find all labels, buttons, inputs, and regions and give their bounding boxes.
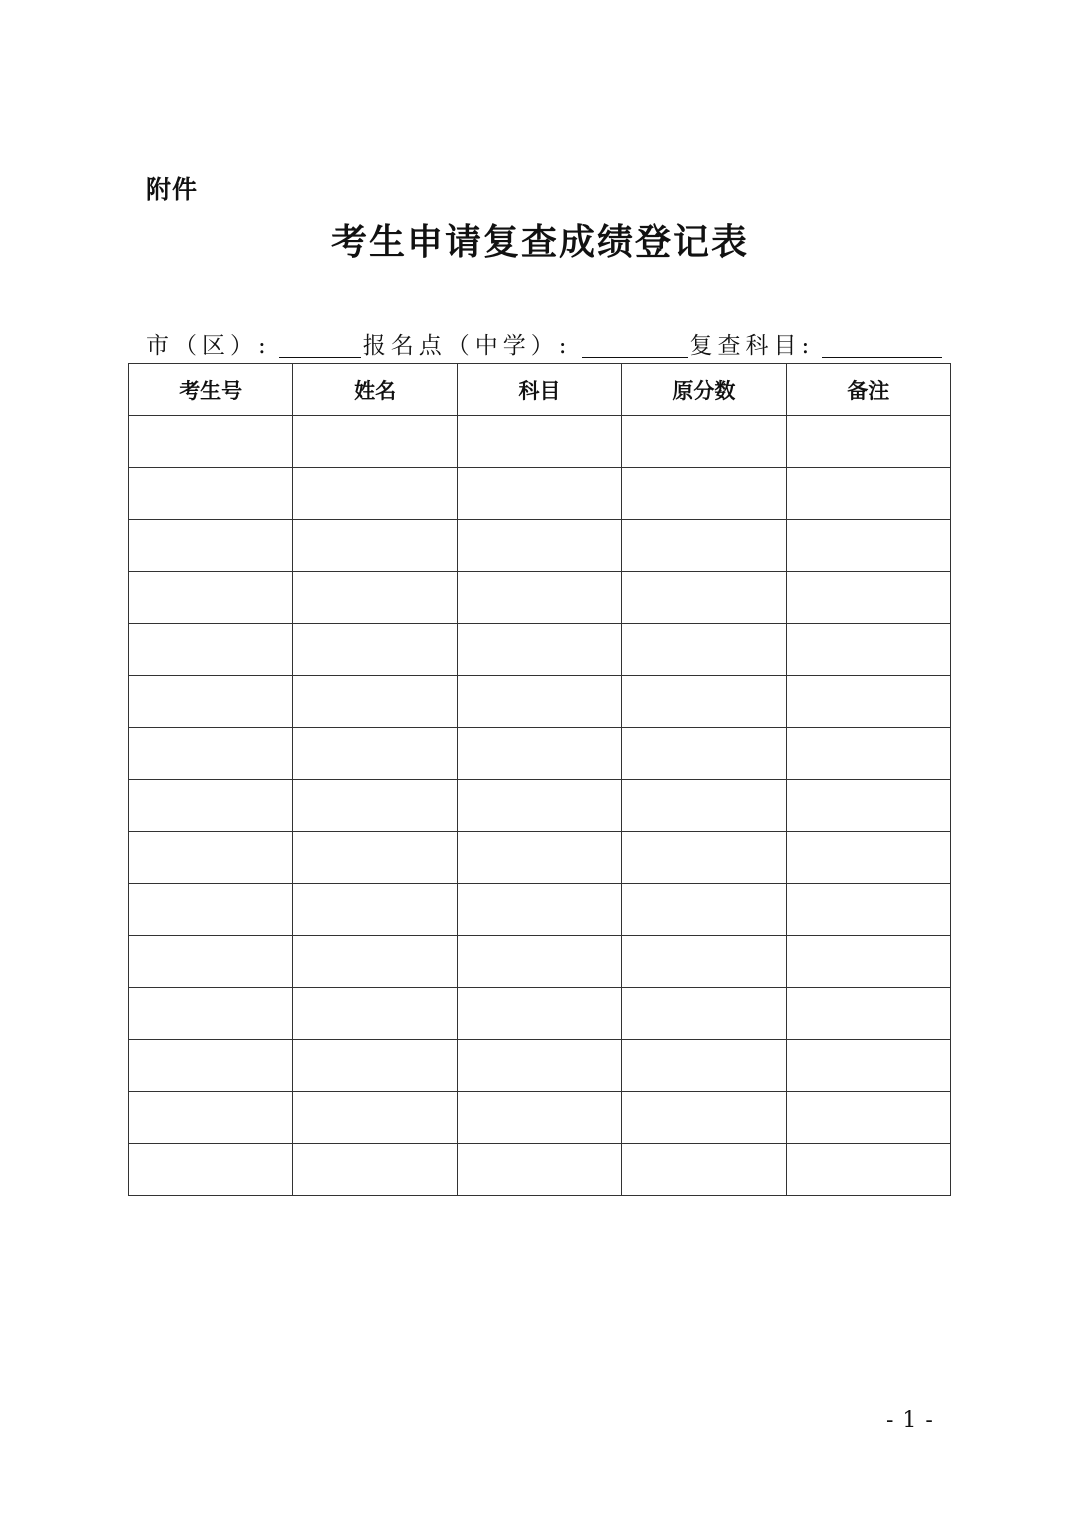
table-cell[interactable] <box>129 676 293 728</box>
table-cell[interactable] <box>457 1144 621 1196</box>
table-cell[interactable] <box>786 676 950 728</box>
table-cell[interactable] <box>622 988 786 1040</box>
table-cell[interactable] <box>129 624 293 676</box>
table-cell[interactable] <box>457 936 621 988</box>
table-row <box>129 780 951 832</box>
table-row <box>129 416 951 468</box>
subject-blank-field[interactable] <box>822 331 942 358</box>
city-blank-field[interactable] <box>279 331 361 358</box>
table-row <box>129 832 951 884</box>
table-cell[interactable] <box>293 884 457 936</box>
table-cell[interactable] <box>786 1092 950 1144</box>
table-row <box>129 728 951 780</box>
page-title: 考生申请复查成绩登记表 <box>330 221 749 263</box>
table-cell[interactable] <box>457 572 621 624</box>
table-cell[interactable] <box>786 624 950 676</box>
table-cell[interactable] <box>293 416 457 468</box>
table-row <box>129 936 951 988</box>
table-cell[interactable] <box>786 468 950 520</box>
table-cell[interactable] <box>129 468 293 520</box>
table-cell[interactable] <box>622 1092 786 1144</box>
table-row <box>129 1144 951 1196</box>
table-cell[interactable] <box>457 780 621 832</box>
table-cell[interactable] <box>457 520 621 572</box>
table-row <box>129 520 951 572</box>
table-cell[interactable] <box>129 728 293 780</box>
table-cell[interactable] <box>129 1040 293 1092</box>
table-cell[interactable] <box>293 676 457 728</box>
table-cell[interactable] <box>786 520 950 572</box>
table-cell[interactable] <box>293 780 457 832</box>
table-cell[interactable] <box>129 1144 293 1196</box>
header-subject: 科目 <box>457 364 621 416</box>
table-cell[interactable] <box>786 936 950 988</box>
form-fields-line <box>146 328 942 360</box>
table-header-row <box>129 364 951 416</box>
table-cell[interactable] <box>786 780 950 832</box>
table-cell[interactable] <box>622 520 786 572</box>
table-row <box>129 572 951 624</box>
city-label: 市（区）: <box>146 333 271 359</box>
table-cell[interactable] <box>129 988 293 1040</box>
table-cell[interactable] <box>457 676 621 728</box>
table-cell[interactable] <box>622 624 786 676</box>
table-cell[interactable] <box>293 1144 457 1196</box>
table-cell[interactable] <box>622 676 786 728</box>
registration-table <box>128 363 951 1196</box>
table-cell[interactable] <box>622 936 786 988</box>
table-cell[interactable] <box>457 624 621 676</box>
table-cell[interactable] <box>786 572 950 624</box>
page-number: - 1 - <box>886 1408 934 1433</box>
table-row <box>129 884 951 936</box>
table-cell[interactable] <box>457 468 621 520</box>
table-cell[interactable] <box>293 832 457 884</box>
table-cell[interactable] <box>457 884 621 936</box>
table-cell[interactable] <box>786 1040 950 1092</box>
table-row <box>129 988 951 1040</box>
table-cell[interactable] <box>129 1092 293 1144</box>
table-cell[interactable] <box>293 520 457 572</box>
table-cell[interactable] <box>293 728 457 780</box>
table-cell[interactable] <box>293 572 457 624</box>
table-body <box>129 416 951 1196</box>
table-cell[interactable] <box>622 1144 786 1196</box>
site-label: 报名点（中学）: <box>362 333 572 359</box>
table-cell[interactable] <box>293 624 457 676</box>
table-row <box>129 624 951 676</box>
table-cell[interactable] <box>457 728 621 780</box>
table-cell[interactable] <box>293 1092 457 1144</box>
table-cell[interactable] <box>293 468 457 520</box>
table-cell[interactable] <box>129 780 293 832</box>
table-cell[interactable] <box>457 988 621 1040</box>
site-blank-field[interactable] <box>582 331 688 358</box>
table-cell[interactable] <box>293 988 457 1040</box>
table-cell[interactable] <box>786 416 950 468</box>
attachment-label: 附件 <box>146 175 199 204</box>
table-cell[interactable] <box>622 832 786 884</box>
table-cell[interactable] <box>622 572 786 624</box>
table-row <box>129 468 951 520</box>
table-cell[interactable] <box>622 728 786 780</box>
table-cell[interactable] <box>129 832 293 884</box>
table-cell[interactable] <box>622 884 786 936</box>
header-original-score: 原分数 <box>622 364 786 416</box>
table-cell[interactable] <box>457 416 621 468</box>
header-name: 姓名 <box>293 364 457 416</box>
table-cell[interactable] <box>293 936 457 988</box>
table-row <box>129 1092 951 1144</box>
table-cell[interactable] <box>457 1040 621 1092</box>
table-cell[interactable] <box>129 520 293 572</box>
subject-label: 复查科目: <box>689 333 815 359</box>
table-cell[interactable] <box>786 1144 950 1196</box>
table-cell[interactable] <box>129 884 293 936</box>
table-cell[interactable] <box>129 416 293 468</box>
header-exam-number: 考生号 <box>129 364 293 416</box>
table-cell[interactable] <box>622 416 786 468</box>
table-cell[interactable] <box>293 1040 457 1092</box>
table-cell[interactable] <box>786 728 950 780</box>
table-cell[interactable] <box>457 1092 621 1144</box>
table-cell[interactable] <box>457 832 621 884</box>
table-cell[interactable] <box>786 832 950 884</box>
table-cell[interactable] <box>786 988 950 1040</box>
table-row <box>129 1040 951 1092</box>
table-cell[interactable] <box>786 884 950 936</box>
table-cell[interactable] <box>622 1040 786 1092</box>
table-cell[interactable] <box>129 936 293 988</box>
table-cell[interactable] <box>622 468 786 520</box>
table-row <box>129 676 951 728</box>
table-cell[interactable] <box>622 780 786 832</box>
header-remarks: 备注 <box>786 364 950 416</box>
table-cell[interactable] <box>129 572 293 624</box>
